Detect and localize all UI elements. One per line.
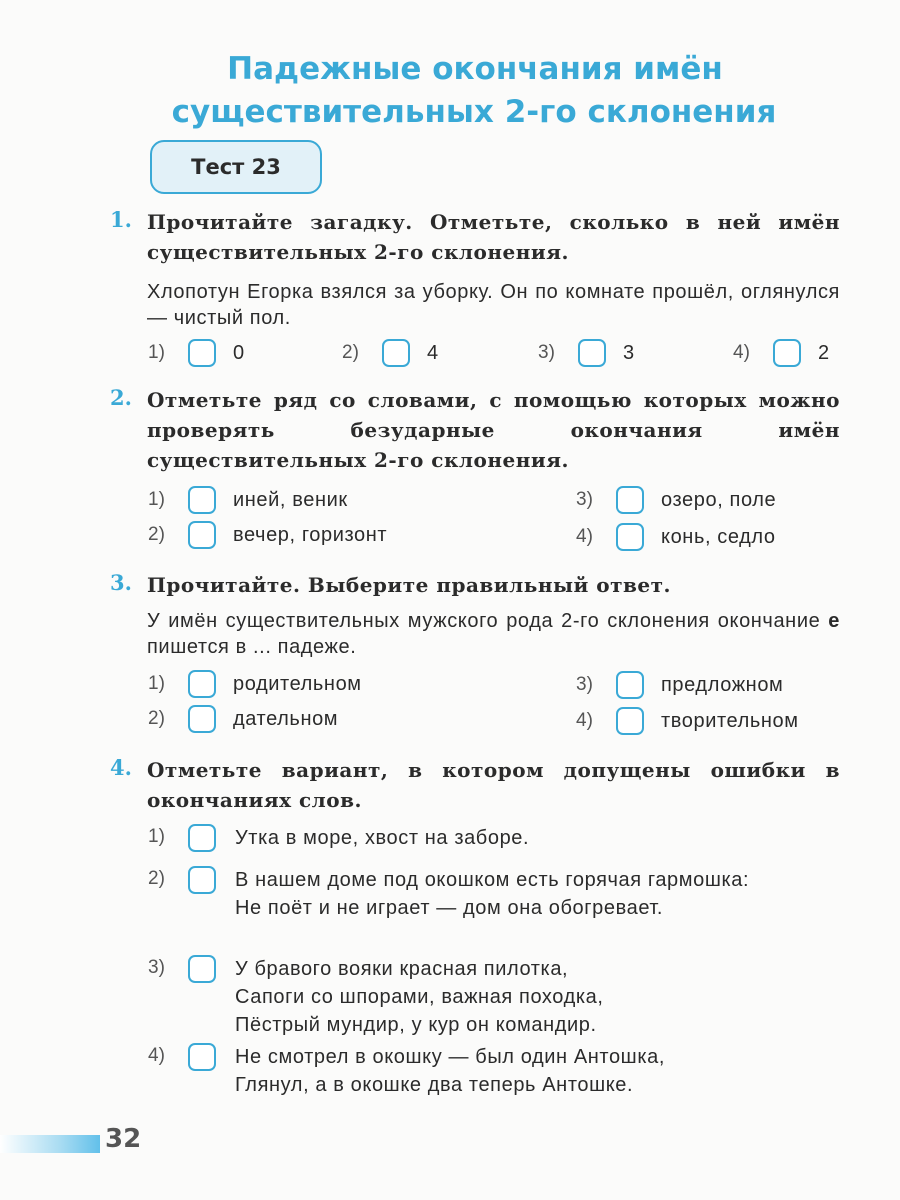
answer-checkbox[interactable] xyxy=(188,1043,216,1071)
q4-option-2[interactable] xyxy=(148,866,848,922)
answer-checkbox[interactable] xyxy=(188,521,216,549)
option-number: 2) xyxy=(148,868,165,889)
option-number: 3) xyxy=(576,674,593,695)
test-badge: Тест 23 xyxy=(150,140,322,194)
q1-option-3[interactable] xyxy=(538,338,635,368)
page-number-bar xyxy=(0,1135,100,1153)
question-text: Прочитайте загадку. Отметьте, сколько в ней имён существительных 2-го склонения. xyxy=(147,210,840,264)
answer-checkbox[interactable] xyxy=(188,705,216,733)
option-label: Утка в море, хвост на заборе. xyxy=(235,827,530,849)
answer-checkbox[interactable] xyxy=(616,671,644,699)
page-title xyxy=(0,48,900,134)
rule-text-end: пишется в ... падеже. xyxy=(147,636,357,658)
rule-text-letter: е xyxy=(828,610,840,632)
rule-text-start: У имён существительных мужского рода 2-го склонения окончание xyxy=(147,610,829,632)
option-label: конь, седло xyxy=(661,525,776,548)
page-title-line-1: Падежные окончания имён xyxy=(227,51,723,87)
option-label: иней, веник xyxy=(233,488,348,511)
riddle-text: Хлопотун Егорка взялся за уборку. Он по комнате прошёл, оглянулся — чистый пол. xyxy=(147,281,840,329)
option-number: 2) xyxy=(342,342,359,363)
option-number: 3) xyxy=(576,489,593,510)
q2-option-2[interactable] xyxy=(148,520,387,550)
option-number: 4) xyxy=(733,342,750,363)
answer-checkbox[interactable] xyxy=(188,955,216,983)
q2-option-3[interactable] xyxy=(576,485,776,515)
answer-checkbox[interactable] xyxy=(616,523,644,551)
option-number: 4) xyxy=(576,710,593,731)
question-text: Отметьте вариант, в котором допущены ошибки в окончаниях слов. xyxy=(147,758,840,812)
option-number: 1) xyxy=(148,826,165,847)
question-text: Прочитайте. Выберите правильный ответ. xyxy=(147,573,672,597)
q4-option-3[interactable] xyxy=(148,955,848,1039)
rule-text xyxy=(147,608,840,660)
q1-option-4[interactable] xyxy=(733,338,830,368)
page-number: 32 xyxy=(105,1124,142,1154)
q3-option-2[interactable] xyxy=(148,704,338,734)
q3-option-4[interactable] xyxy=(576,706,799,736)
option-number: 2) xyxy=(148,524,165,545)
answer-checkbox[interactable] xyxy=(616,486,644,514)
answer-checkbox[interactable] xyxy=(773,339,801,367)
q1-option-2[interactable] xyxy=(342,338,439,368)
option-number: 1) xyxy=(148,489,165,510)
answer-checkbox[interactable] xyxy=(188,866,216,894)
option-label: родительном xyxy=(233,672,362,695)
question-number: 2. xyxy=(110,385,132,410)
option-label: вечер, горизонт xyxy=(233,523,388,546)
option-label: 0 xyxy=(233,341,245,364)
question-text: Отметьте ряд со словами, с помощью которых можно проверять безударные окончания имён существительных 2-го склонения. xyxy=(147,388,840,472)
option-label: дательном xyxy=(233,707,339,730)
option-label: предложном xyxy=(661,673,784,696)
option-number: 4) xyxy=(576,526,593,547)
question-2 xyxy=(110,385,840,475)
answer-checkbox[interactable] xyxy=(382,339,410,367)
answer-checkbox[interactable] xyxy=(188,339,216,367)
q2-option-4[interactable] xyxy=(576,522,776,552)
question-number: 3. xyxy=(110,570,132,595)
answer-checkbox[interactable] xyxy=(188,824,216,852)
page-title-line-2: существительных 2-го склонения xyxy=(171,94,777,130)
answer-checkbox[interactable] xyxy=(578,339,606,367)
question-3 xyxy=(110,570,840,660)
option-number: 3) xyxy=(538,342,555,363)
q1-option-1[interactable] xyxy=(148,338,245,368)
option-label: 4 xyxy=(427,341,439,364)
option-number: 4) xyxy=(148,1045,165,1066)
q4-option-1[interactable] xyxy=(148,824,848,852)
answer-checkbox[interactable] xyxy=(616,707,644,735)
answer-checkbox[interactable] xyxy=(188,486,216,514)
option-number: 2) xyxy=(148,708,165,729)
option-label: 2 xyxy=(818,341,830,364)
answer-checkbox[interactable] xyxy=(188,670,216,698)
question-4 xyxy=(110,755,840,815)
question-number: 1. xyxy=(110,207,132,232)
option-label: Не смотрел в окошку — был один Антошка, Глянул, а в окошке два теперь Антошке. xyxy=(235,1046,666,1096)
option-label: озеро, поле xyxy=(661,488,777,511)
option-number: 1) xyxy=(148,673,165,694)
option-label: 3 xyxy=(623,341,635,364)
q3-option-3[interactable] xyxy=(576,670,783,700)
q3-option-1[interactable] xyxy=(148,669,362,699)
q2-option-1[interactable] xyxy=(148,485,348,515)
question-number: 4. xyxy=(110,755,132,780)
option-number: 1) xyxy=(148,342,165,363)
option-number: 3) xyxy=(148,957,165,978)
option-label: У бравого вояки красная пилотка, Сапоги со шпорами, важная походка, Пёстрый мундир, у кур он командир. xyxy=(235,958,604,1036)
option-label: творительном xyxy=(661,709,799,732)
question-1 xyxy=(110,207,840,331)
q4-option-4[interactable] xyxy=(148,1043,848,1099)
option-label: В нашем доме под окошком есть горячая гармошка: Не поёт и не играет — дом она обогревает. xyxy=(235,869,750,919)
